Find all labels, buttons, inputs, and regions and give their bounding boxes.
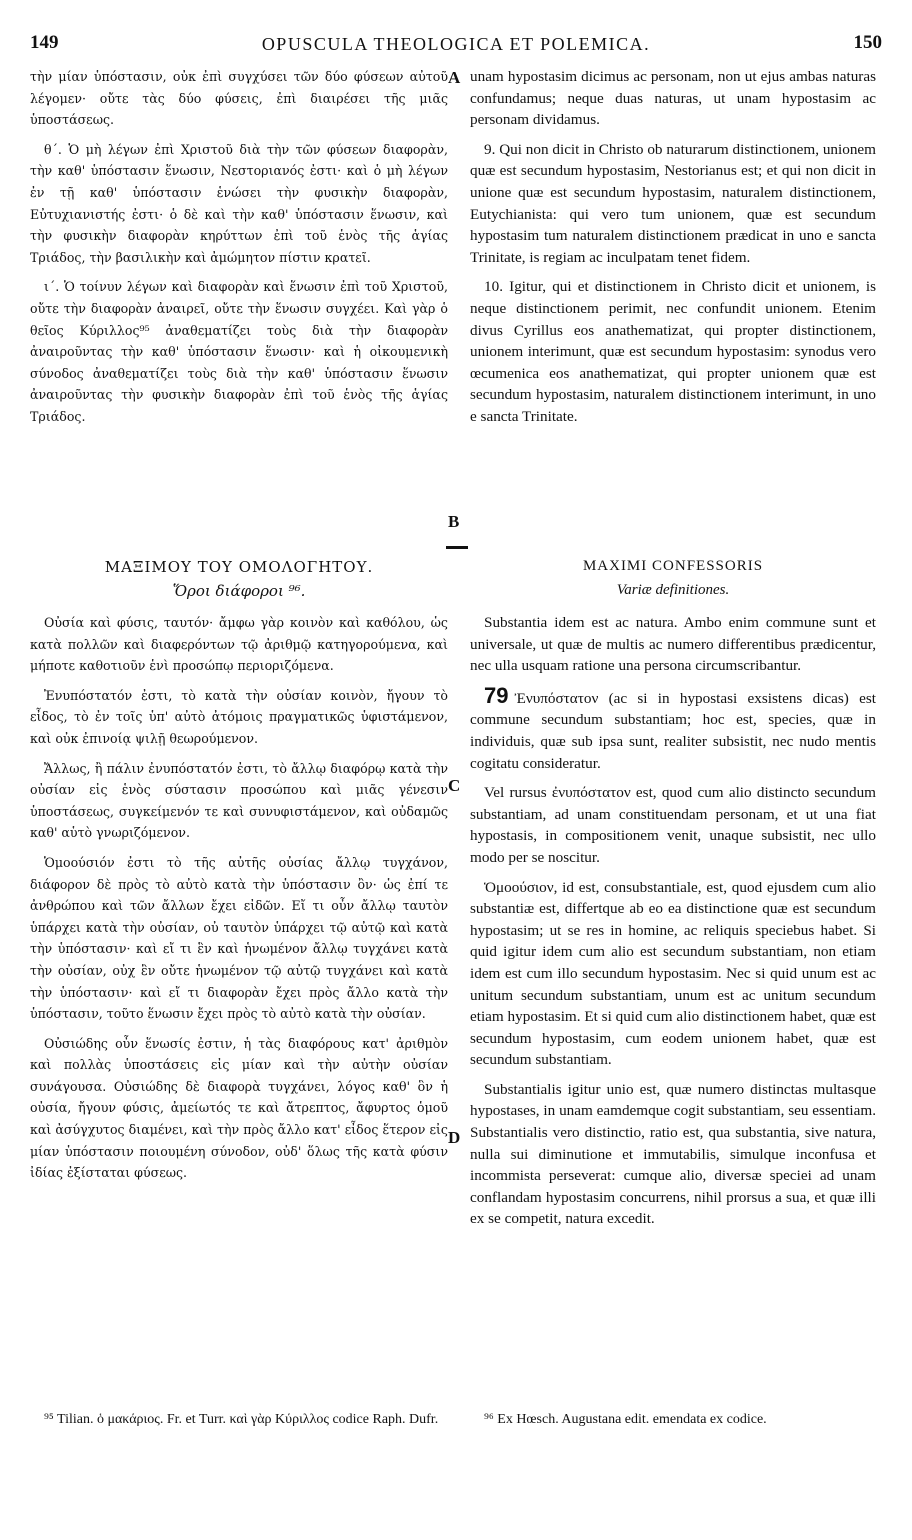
running-title: OPUSCULA THEOLOGICA ET POLEMICA.	[261, 34, 651, 54]
margin-marker-c: C	[448, 776, 461, 795]
page-header	[30, 32, 882, 56]
greek-bottom-column	[30, 612, 448, 1184]
latin-section-subtitle: Variæ definitiones.	[616, 582, 730, 598]
greek-paragraph: ι΄. Ὁ τοίνυν λέγων καὶ διαφορὰν καὶ ἕνωσιν ἐπὶ τοῦ Χριστοῦ, οὔτε τὴν διαφορὰν ἀναιρεῖ, οὔτε τὴν ἕνωσιν συγχέει. Καὶ γὰρ ὁ θεῖος Κύριλλος⁹⁵ ἀναθεματίζει τοὺς διὰ τὴν διαφορὰν ἀναιροῦντας τὴν καθ' ὑπόστασιν ἕνωσιν· καὶ ἡ οἰκουμενικὴ σύνοδος ἀναθεματίζει τοὺς διὰ τὴν καθ' ὑπόστασιν ἕνωσιν ἀναιροῦντας τὴν φυσικὴν διαφορὰν ἐπὶ τοῦ ἑνὸς τῆς ἁγίας Τριάδος.	[30, 279, 448, 424]
latin-paragraph: 9. Qui non dicit in Christo ob naturarum distinctionem, unionem quæ est secundum hypostasim, Nestorianus est; et qui non dicit in unione quæ est secundum hypostasim, naturalem distinctionem, Eutychianista: qui vero tum unionem, quæ est secundum hypostasim tum naturalem distinctionem prædicat in uno e sancta Trinitate, is regiam ac inculpatam tenet fidem.	[470, 140, 876, 266]
greek-paragraph: θ΄. Ὁ μὴ λέγων ἐπὶ Χριστοῦ διὰ τὴν τῶν φύσεων διαφορὰν, τὴν καθ' ὑπόστασιν ἕνωσιν, Νεστοριανός ἐστι· καὶ ὁ μὴ λέγων ἐν τῇ καθ' ὑπόστασιν ἑνώσει τὴν φυσικὴν διαφορὰν, Εὐτυχιανιστής ἐστι· ὁ δὲ καὶ τὴν καθ' ὑπόστασιν ἕνωσιν, καὶ τὴν φυσικὴν διαφορὰν κηρύττων ἐπὶ τοῦ ἑνὸς τῆς ἁγίας Τριάδος, τὴν βασιλικὴν καὶ ἀμώμητον πίστιν κρατεῖ.	[30, 141, 448, 265]
latin-bottom-column	[470, 612, 876, 1230]
latin-paragraph: Substantia idem est ac natura. Ambo enim commune sunt et universale, ut quæ de multis ac numero differentibus prædicentur, nec ulla usquam ratione una persona circumscribantur.	[470, 614, 876, 675]
greek-section-title: ΜΑΞΙΜΟΥ ΤΟΥ ΟΜΟΛΟΓΗΤΟΥ.	[104, 558, 374, 576]
latin-top-column	[470, 66, 876, 428]
column-number: 79	[484, 682, 509, 708]
footnote-greek: ⁹⁵ Tilian. ὁ μακάριος. Fr. et Turr. καὶ γὰρ Κύριλλος codice Raph. Dufr.	[44, 1412, 439, 1427]
greek-paragraph: Οὐσιώδης οὖν ἕνωσίς ἐστιν, ἡ τὰς διαφόρους κατ' ἀριθμὸν καὶ πολλὰς ὑποστάσεις εἰς μίαν καὶ τὴν αὐτὴν οὐσίαν συνάγουσα. Οὐσιώδης δὲ διαφορὰ τυγχάνει, λόγος καθ' ὃν ἡ οὐσία, ἤγουν φύσις, ἀμείωτός τε καὶ ἄτρεπτος, ἄφυρτος ὁμοῦ καὶ ἀσύγχυτος διαμένει, καὶ τὴν πρὸς ἄλλο κατ' εἶδος ἕτερον εἰς μίαν ὑπόστασιν ποιουμένη σύνοδον, οὐδ' ὅλως τῆς κατὰ φύσιν ἰδίας ἐξίσταται φύσεως.	[30, 1035, 448, 1181]
latin-paragraph: 10. Igitur, qui et distinctionem in Christo dicit et unionem, is neque distinctionem perimit, nec confundit unionem. Etenim divus Cyrillus eos anathematizat, qui propter distinctionem, unionem interimunt, quæ est secundum hypostasim: synodus vero œcumenica eos anathematizat, qui propter unionem quæ est secundum hypostasim, naturalem distinctionem interimunt, in uno e sancta Trinitate.	[470, 278, 876, 425]
greek-paragraph: Οὐσία καὶ φύσις, ταυτόν· ἄμφω γὰρ κοινὸν καὶ καθόλου, ὡς κατὰ πολλῶν καὶ διαφερόντων τῷ ἀριθμῷ κατηγορούμενα, καὶ μήποτε καθοτιοῦν ἑνὶ προσώπῳ περιοριζόμενα.	[30, 615, 448, 674]
greek-top-column	[30, 66, 448, 428]
latin-paragraph	[470, 682, 876, 774]
margin-marker-a: A	[448, 68, 461, 87]
greek-paragraph: Ὁμοούσιόν ἐστι τὸ τῆς αὐτῆς οὐσίας ἄλλῳ τυγχάνον, διάφορον δὲ πρὸς τὸ αὐτὸ κατὰ τὴν ὑπόστασιν ὂν· ὡς ἐπί τε ἀνθρώπου καὶ τῶν ἄλλων ἔχει εἰδῶν. Εἴ τι οὖν ἄλλῳ ταυτὸν ὑπάρχει κατὰ τὴν οὐσίαν, οὐ ταυτὸν ὑπάρχει τῷ αὐτῷ καὶ κατὰ τὴν ὑπόστασιν· καὶ εἴ τι ἓν καὶ ἡνωμένον ἄλλῳ τυγχάνει κατὰ τὴν οὐσίαν, οὐχ ἓν οὔτε ἡνωμένον τῷ αὐτῷ τυγχάνει καὶ κατὰ τὴν ὑπόστασιν· καὶ εἴ τι διαφορὰν ἔχει πρὸς ἄλλο κατὰ τὴν ὑπόστασιν, τοῦτο ἕνωσιν ἔχει πρὸς τὸ αὐτὸ κατὰ τὴν οὐσίαν.	[30, 854, 448, 1022]
latin-paragraph: Vel rursus ἐνυπόστατον est, quod cum alio distincto secundum substantiam, ad unam constituendam personam, et ut una fiat hypostasis, in compositionem venit, unaque subsistit, nec ullo modo per se noscitur.	[470, 784, 876, 866]
page-number-right: 150	[853, 32, 882, 53]
latin-paragraph: Ὁμοούσιον, id est, consubstantiale, est, quod ejusdem cum alio substantiæ est, differtque ab eo ea distinctione quæ est secundum hypostasim; ut se res in homine, ac reliquis speciebus habet. Si quid igitur idem cum alio est secundum substantiam, non etiam idem est cum illo secundum hypostasim. Nec si quid unum est ac unitum secundum substantiam, unum est ac unitum secundum etiam hypostasim. Et si quid cum alio distinctionem habet, quæ est secundum hypostasim, cum eodem unionem habet, quæ est secundum substantiam.	[470, 878, 876, 1069]
page-number-left: 149	[30, 32, 59, 53]
margin-marker-d: D	[448, 1128, 461, 1147]
footnote-latin: ⁹⁶ Ex Hœsch. Augustana edit. emendata ex codice.	[484, 1412, 767, 1427]
margin-marker-b: B	[448, 512, 460, 531]
latin-paragraph-text: Ἐνυπόστατον (ac si in hypostasi exsistens dicas) est commune secundum substantiam; hoc est, species, quæ in individuis, quæ sub ipsa sunt, realiter subsistit, nec nudo mentis cogitatu consideratur.	[470, 689, 876, 772]
greek-paragraph: Ἐνυπόστατόν ἐστι, τὸ κατὰ τὴν οὐσίαν κοινὸν, ἤγουν τὸ εἶδος, τὸ ἐν τοῖς ὑπ' αὐτὸ ἀτόμοις πραγματικῶς ὑφιστάμενον, καὶ οὐκ ἐπινοίᾳ ψιλῇ θεωρούμενον.	[30, 687, 448, 746]
section-divider	[446, 546, 468, 549]
latin-section-title: MAXIMI CONFESSORIS	[582, 558, 764, 574]
greek-section-subtitle: Ὅροι διάφοροι ⁹⁶.	[172, 582, 306, 600]
greek-paragraph: τὴν μίαν ὑπόστασιν, οὐκ ἐπὶ συγχύσει τῶν δύο φύσεων αὐτοῦ λέγομεν· οὔτε τὰς δύο φύσεις, ἐπὶ διαιρέσει τῆς μιᾶς ὑποστάσεως.	[30, 69, 448, 128]
latin-paragraph: unam hypostasim dicimus ac personam, non ut ejus ambas naturas confundamus; neque duas naturas, ut unam hypostasim ac personam dividamus.	[470, 68, 876, 129]
greek-paragraph: Ἄλλως, ἢ πάλιν ἐνυπόστατόν ἐστι, τὸ ἄλλῳ διαφόρῳ κατὰ τὴν οὐσίαν εἰς ἑνὸς σύστασιν προσώπου καὶ μιᾶς γένεσιν ὑποστάσεως, συγκείμενόν τε καὶ συνυφιστάμενον, καὶ οὐδαμῶς καθ' αὑτὸ γνωριζόμενον.	[30, 760, 448, 841]
latin-paragraph: Substantialis igitur unio est, quæ numero distinctas multasque hypostases, in unam eamdemque cogit substantiam, seu essentiam. Substantialis vero distinctio, ratio est, qua substantia, sive natura, nulla sui diminutione et immutabilis, simulque inconfusa et incommista perseverat: cumque alio, diversæ speciei ad unam conflandam hypostasim concurrens, nihil prorsus a sua, et quæ illi ex se competit, natura excedit.	[470, 1080, 876, 1228]
